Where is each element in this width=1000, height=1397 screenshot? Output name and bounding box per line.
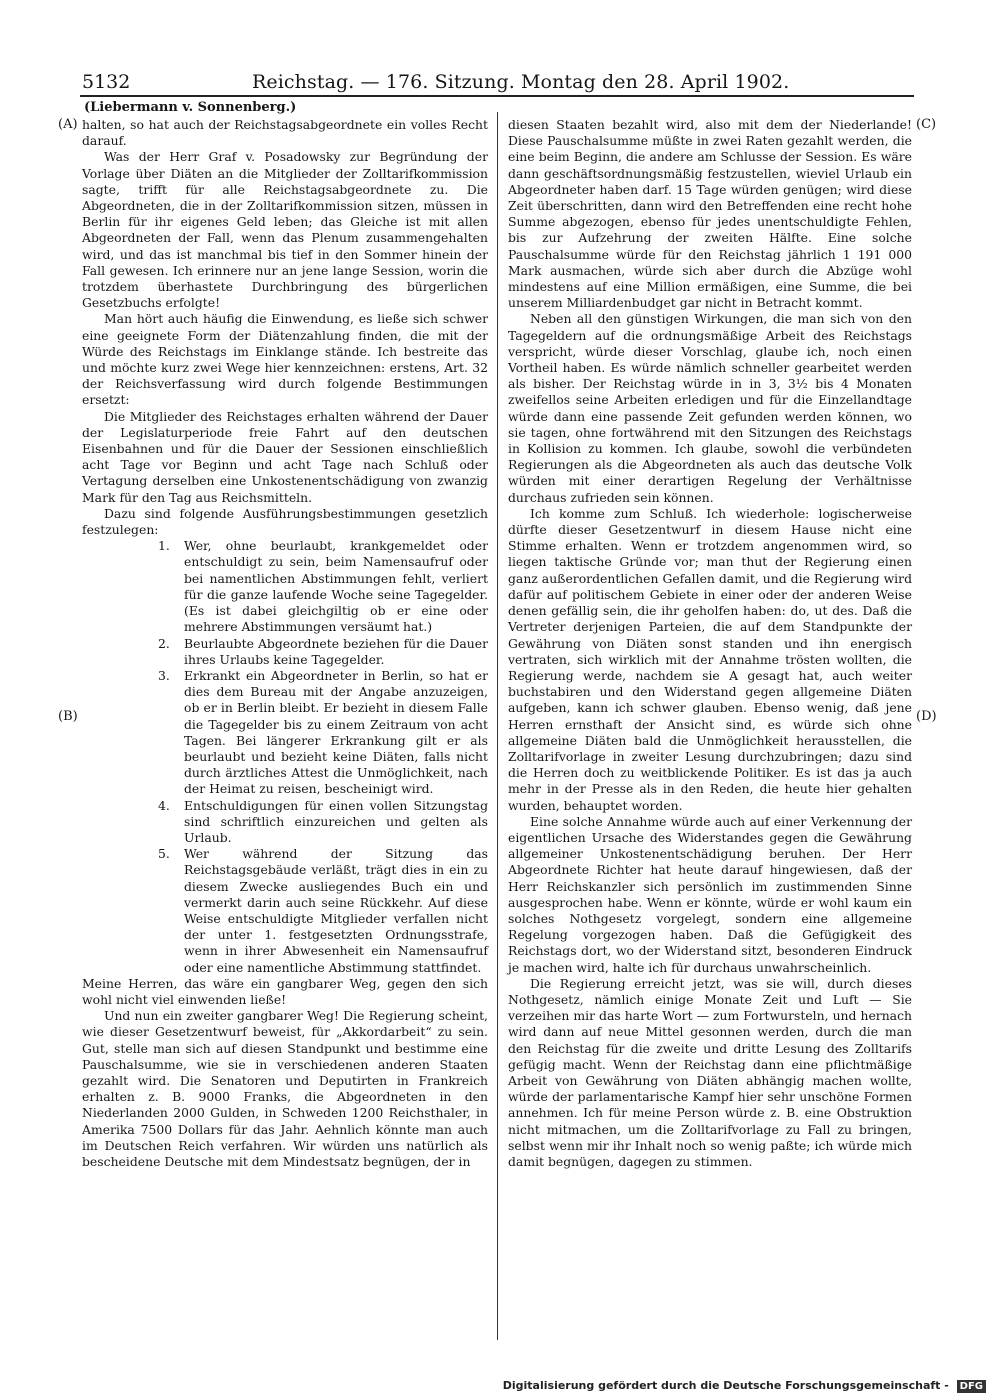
- list-number: 5.: [158, 846, 170, 862]
- paragraph: Die Regierung erreicht jetzt, was sie will, durch dieses Nothgesetz, nämlich einige Monate Zeit und Luft — Sie verzeihen mir das harte Wort — zum Fortwursteln, und hernach wird dann auf neue Mittel gesonnen werden, durch die man den Reichstag für die zweite und dritte Lesung des Zolltarifs gefügig macht. Wenn der Reichstag dann eine pflichtmäßige Arbeit von Gewährung von Diäten abhängig machen wollte, würde der parlamentarische Kampf hier sehr unschöne Formen annehmen. Ich für meine Person würde z. B. eine Obstruktion nicht mitmachen, um die Zolltarifvorlage zu Fall zu bringen, selbst wenn mir ihr Inhalt noch so wenig paßte; ich würde mich damit begnügen, dagegen zu stimmen.: [508, 975, 912, 1169]
- margin-marker-c: (C): [916, 117, 937, 132]
- provisions-list: [82, 538, 488, 975]
- paragraph: Ich komme zum Schluß. Ich wiederhole: logischerweise dürfte dieser Gesetzentwurf in diesem Hause nicht eine Stimme erhalten. Wenn er trotzdem angenommen wird, so liegen taktische Gründe vor; man thut der Regierung einen ganz außerordentlichen Gefallen damit, und die Regierung wird dafür auf politischem Gebiete in einer oder der anderen Weise denen gefällig sein, die ihr geholfen haben: do, ut des. Daß die Vertreter derjenigen Parteien, die auf dem Standpunkte der Gewährung von Diäten sonst standen und ihn energisch vertraten, sich wirklich mit der Annahme trösten wollten, die Regierung werde, nachdem sie A gesagt hat, auch weiter buchstabiren und den Widerstand gegen allgemeine Diäten aufgeben, kann ich schwer glauben. Ebenso wenig, daß jene Herren ernsthaft der Ansicht sind, es würde sich ohne allgemeine Diäten bald die Unmöglichkeit herausstellen, die Zolltarifvorlage in zweiter Lesung durchzubringen; dazu sind die Herren doch zu weitblickende Politiker. Es ist das ja auch mehr in der Presse als in den Reden, die heute hier gehalten wurden, behauptet worden.: [508, 505, 912, 813]
- list-text: Beurlaubte Abgeordnete beziehen für die Dauer ihres Urlaubs keine Tagegelder.: [184, 635, 488, 667]
- list-item: [158, 797, 488, 847]
- list-text: Entschuldigungen für einen vollen Sitzungstag sind schriftlich einzureichen und gelten als Urlaub.: [184, 797, 488, 845]
- right-column: [508, 117, 912, 1170]
- header-rule: [80, 95, 914, 97]
- margin-marker-a: (A): [58, 117, 78, 132]
- footer-text: Digitalisierung gefördert durch die Deutsche Forschungsgemeinschaft -: [502, 1379, 949, 1392]
- paragraph: Eine solche Annahme würde auch auf einer Verkennung der eigentlichen Ursache des Widerstandes gegen die Gewährung allgemeiner Unkostenentschädigung beruhen. Der Herr Abgeordnete Richter hat heute darauf hingewiesen, daß der Herr Reichskanzler sich persönlich im zustimmenden Sinne ausgesprochen habe. Wenn er könnte, würde er wohl kaum ein solches Nothgesetz vorgelegt, sondern eine allgemeine Regelung vorgezogen haben. Daß die Gefügigkeit des Reichstags dort, wo der Widerstand sitzt, besonderen Eindruck je machen wird, halte ich für durchaus unwahrscheinlich.: [508, 813, 912, 975]
- margin-marker-d: (D): [916, 709, 937, 724]
- list-item: [158, 538, 488, 635]
- margin-marker-b: (B): [58, 709, 78, 724]
- speaker-name: (Liebermann v. Sonnenberg.): [84, 100, 297, 115]
- paragraph: Meine Herren, das wäre ein gangbarer Weg, gegen den sich wohl nicht viel einwenden ließe!: [82, 975, 488, 1007]
- list-item: [158, 846, 488, 976]
- paragraph: Man hört auch häufig die Einwendung, es ließe sich schwer eine geeignete Form der Diätenzahlung finden, die mit der Würde des Reichstags im Einklange stände. Ich bestreite das und möchte kurz zwei Wege hier kennzeichnen: erstens, Art. 32 der Reichsverfassung wird durch folgende Bestimmungen ersetzt:: [82, 311, 488, 408]
- list-text: Wer, ohne beurlaubt, krankgemeldet oder entschuldigt zu sein, beim Namensaufruf oder bei namentlichen Abstimmungen fehlt, verliert für die ganze laufende Woche seine Tagegelder. (Es ist dabei gleichgiltig ob er eine oder mehrere Abstimmungen versäumt hat.): [184, 538, 488, 635]
- list-text: Erkrankt ein Abgeordneter in Berlin, so hat er dies dem Bureau mit der Angabe anzuzeigen, ob er in Berlin bleibt. Er bezieht in diesem Falle die Tagegelder bis zu einem Zeitraum von acht Tagen. Bei längerer Erkrankung gilt er als beurlaubt und bezieht keine Diäten, falls nicht durch ärztliches Attest die Unmöglichkeit, nach der Heimat zu reisen, bescheinigt wird.: [184, 667, 488, 797]
- list-number: 1.: [158, 538, 170, 554]
- left-column: [82, 117, 488, 1170]
- list-number: 4.: [158, 797, 170, 813]
- digitization-footer: [503, 1379, 986, 1393]
- list-item: [158, 635, 488, 668]
- page-header: [82, 70, 914, 94]
- dfg-logo: DFG: [957, 1380, 986, 1393]
- paragraph: halten, so hat auch der Reichstagsabgeordnete ein volles Recht darauf.: [82, 117, 488, 149]
- list-number: 2.: [158, 635, 170, 651]
- list-number: 3.: [158, 667, 170, 683]
- paragraph: Dazu sind folgende Ausführungsbestimmungen gesetzlich festzulegen:: [82, 505, 488, 538]
- list-item: [158, 667, 488, 798]
- page-number: 5132: [82, 71, 131, 93]
- page-title: Reichstag. — 176. Sitzung. Montag den 28. April 1902.: [252, 71, 790, 93]
- paragraph: Was der Herr Graf v. Posadowsky zur Begründung der Vorlage über Diäten an die Mitglieder der Zolltarifkommission sagte, trifft für alle Reichstagsabgeordnete zu. Die Abgeordneten, die in der Zolltarifkommission sitzen, müssen in Berlin für ihr eigenes Geld leben; das Gleiche ist mit allen Abgeordneten der Fall, wenn das Plenum zusammengehalten wird, und das ist manchmal bis tief in den Sommer hinein der Fall gewesen. Ich erinnere nur an jene lange Session, worin die trotzdem überhastete Durchbringung des bürgerlichen Gesetzbuchs erfolgte!: [82, 149, 488, 311]
- paragraph: Neben all den günstigen Wirkungen, die man sich von den Tagegeldern auf die ordnungsmäßige Arbeit des Reichstags verspricht, würde dieser Vorschlag, glaube ich, noch einen Vortheil haben. Es würde nämlich schneller gearbeitet werden als bisher. Der Reichstag würde in in 3, 3½ bis 4 Monaten zweifellos seine Arbeiten erledigen und für die Einzellandtage würde dann eine passende Zeit gefunden werden können, wo sie tagen, ohne fortwährend mit den Sitzungen des Reichstags in Kollision zu kommen. Ich glaube, sowohl die verbündeten Regierungen als die Abgeordneten als auch das deutsche Volk würden mit einer derartigen Regelung der Verhältnisse durchaus zufrieden sein können.: [508, 311, 912, 505]
- quoted-article: Die Mitglieder des Reichstages erhalten während der Dauer der Legislaturperiode freie Fahrt auf den deutschen Eisenbahnen und für die Dauer der Sessionen einschließlich acht Tage vor Beginn und acht Tage nach Schluß oder Vertagung derselben eine Unkostenentschädigung von zwanzig Mark für den Tag aus Reichsmitteln.: [82, 408, 488, 505]
- paragraph: diesen Staaten bezahlt wird, also mit dem der Niederlande! Diese Pauschalsumme müßte in zwei Raten gezahlt werden, die eine beim Beginn, die andere am Schlusse der Session. Es wäre dann geschäftsordnungsmäßig festzustellen, wieviel Urlaub ein Abgeordneter haben darf. 15 Tage würden genügen; wird diese Zeit überschritten, dann wird den Betreffenden eine recht hohe Summe abgezogen, ebenso für jedes unentschuldigte Fehlen, bis zur Aufzehrung der zweiten Hälfte. Eine solche Pauschalsumme würde für den Reichstag jährlich 1 191 000 Mark ausmachen, würde sich aber durch die Abzüge wohl mindestens auf eine Million ermäßigen, eine Summe, die bei unserem Milliardenbudget gar nicht in Betracht kommt.: [508, 117, 912, 311]
- list-text: Wer während der Sitzung das Reichstagsgebäude verläßt, trägt dies in ein zu diesem Zwecke ausliegendes Buch ein und vermerkt darin auch seine Rückkehr. Auf diese Weise entschuldigte Mitglieder verfallen nicht der unter 1. festgesetzten Ordnungsstrafe, wenn in ihrer Abwesenheit ein Namensaufruf oder eine namentliche Abstimmung stattfindet.: [184, 846, 488, 975]
- column-divider: [497, 112, 498, 1340]
- paragraph: Und nun ein zweiter gangbarer Weg! Die Regierung scheint, wie dieser Gesetzentwurf beweist, für „Akkordarbeit“ zu sein. Gut, stelle man sich auf diesen Standpunkt und bestimme eine Pauschalsumme, wie sie in verschiedenen anderen Staaten gezahlt wird. Die Senatoren und Deputirten in Frankreich erhalten z. B. 9000 Franks, die Abgeordneten in den Niederlanden 2000 Gulden, in Schweden 1200 Reichsthaler, in Amerika 7500 Dollars für das Jahr. Aehnlich könnte man auch im Deutschen Reich verfahren. Wir würden uns natürlich als bescheidene Deutsche mit dem Mindestsatz begnügen, der in: [82, 1008, 488, 1169]
